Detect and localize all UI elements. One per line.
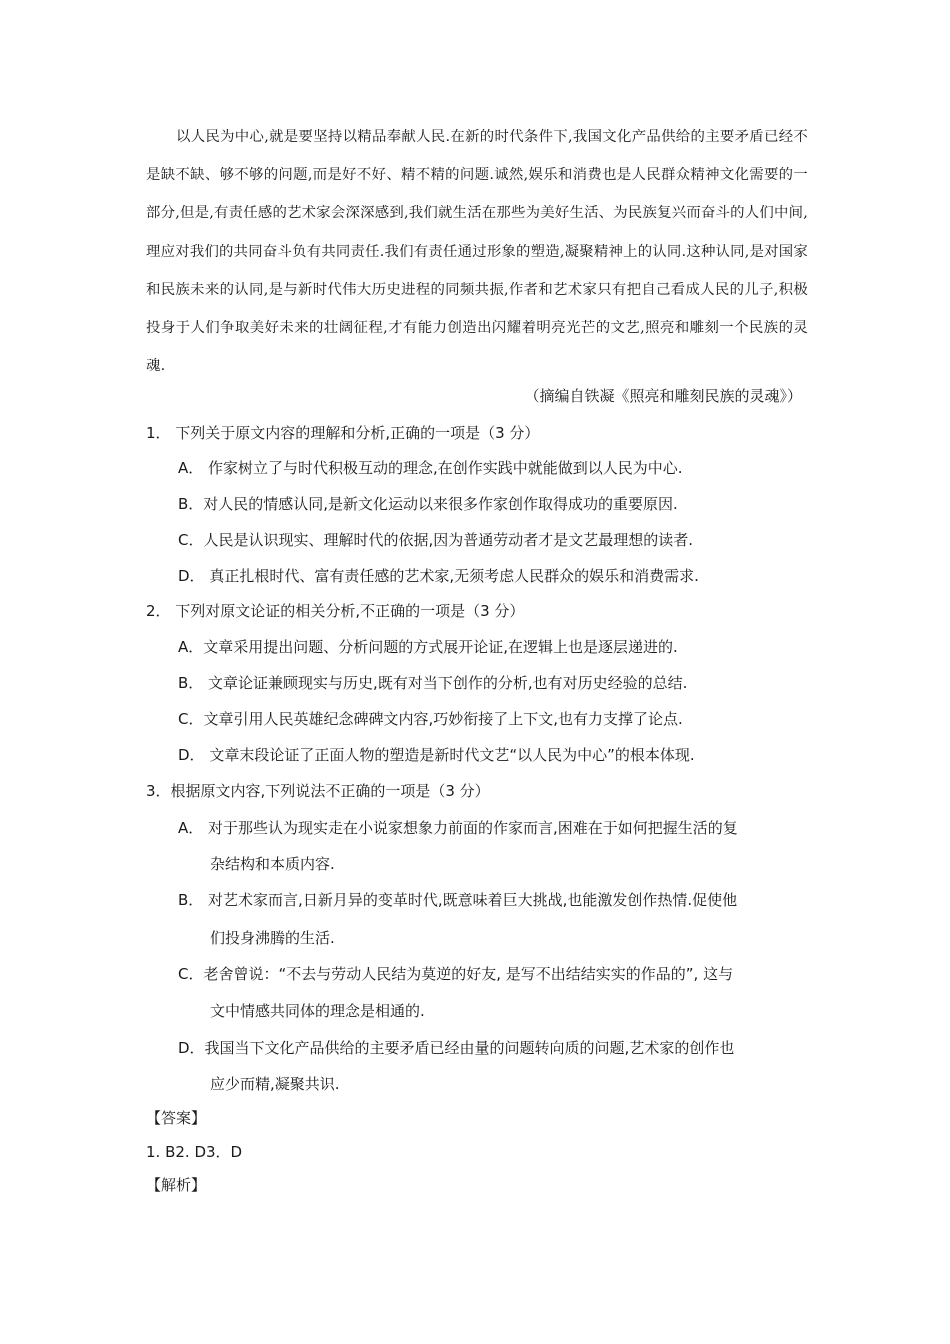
question-1-option-d: D． 真正扎根时代、富有责任感的艺术家,无须考虑人民群众的娱乐和消费需求. <box>178 567 699 585</box>
question-3-option-d-continued: 应少而精,凝聚共识. <box>210 1075 340 1093</box>
question-3-stem: 3．根据原文内容,下列说法不正确的一项是（3 分） <box>146 782 490 800</box>
question-2-option-b: B． 文章论证兼顾现实与历史,既有对当下创作的分析,也有对历史经验的总结. <box>178 674 688 692</box>
question-3-option-b: B． 对艺术家而言,日新月异的变革时代,既意味着巨大挑战,也能激发创作热情.促使他 <box>178 891 738 909</box>
question-2-option-d: D． 文章末段论证了正面人物的塑造是新时代文艺“以人民为中心”的根本体现. <box>178 746 695 764</box>
question-3-option-c-continued: 文中情感共同体的理念是相通的. <box>210 1002 425 1020</box>
question-3-option-a: A． 对于那些认为现实走在小说家想象力前面的作家而言,困难在于如何把握生活的复 <box>178 819 738 837</box>
answer-text: 1. B2. D3．D <box>146 1143 243 1161</box>
question-3-option-d: D．我国当下文化产品供给的主要矛盾已经由量的问题转向质的问题,艺术家的创作也 <box>178 1039 735 1057</box>
answer-label: 【答案】 <box>146 1109 207 1127</box>
question-2-option-a: A．文章采用提出问题、分析问题的方式展开论证,在逻辑上也是逐层递进的. <box>178 638 678 656</box>
question-1-stem: 1． 下列关于原文内容的理解和分析,正确的一项是（3 分） <box>146 424 540 442</box>
question-1-option-c: C．人民是认识现实、理解时代的依据,因为普通劳动者才是文艺最理想的读者. <box>178 531 694 549</box>
question-3-option-a-continued: 杂结构和本质内容. <box>210 855 335 873</box>
question-1-option-b: B．对人民的情感认同,是新文化运动以来很多作家创作取得成功的重要原因. <box>178 495 678 513</box>
question-2-option-c: C．文章引用人民英雄纪念碑碑文内容,巧妙衔接了上下文,也有力支撑了论点. <box>178 710 683 728</box>
analysis-label: 【解析】 <box>146 1176 207 1194</box>
question-3-option-c: C．老舍曾说：“不去与劳动人民结为莫逆的好友, 是写不出结结实实的作品的”, 这与 <box>178 965 734 983</box>
passage-paragraph: 以人民为中心,就是要坚持以精品奉献人民.在新的时代条件下,我国文化产品供给的主要矛盾已经不是缺不缺、够不够的问题,而是好不好、精不精的问题.诚然,娱乐和消费也是人民群众精神文化需要的一部分,但是,有责任感的艺术家会深深感到,我们就生活在那些为美好生活、为民族复兴而奋斗的人们中间,理应对我们的共同奋斗负有共同责任.我们有责任通过形象的塑造,凝聚精神上的认同.这种认同,是对国家和民族未来的认同,是与新时代伟大历史进程的同频共振,作者和艺术家只有把自己看成人民的儿子,积极投身于人们争取美好未来的壮阔征程,才有能力创造出闪耀着明亮光芒的文艺,照亮和雕刻一个民族的灵魂. <box>146 129 808 375</box>
question-3-option-b-continued: 们投身沸腾的生活. <box>210 929 335 947</box>
reading-passage <box>146 118 808 385</box>
passage-source: （摘编自铁凝《照亮和雕刻民族的灵魂》） <box>524 387 802 405</box>
question-2-stem: 2． 下列对原文论证的相关分析,不正确的一项是（3 分） <box>146 602 525 620</box>
question-1-option-a: A． 作家树立了与时代积极互动的理念,在创作实践中就能做到以人民为中心. <box>178 459 683 477</box>
